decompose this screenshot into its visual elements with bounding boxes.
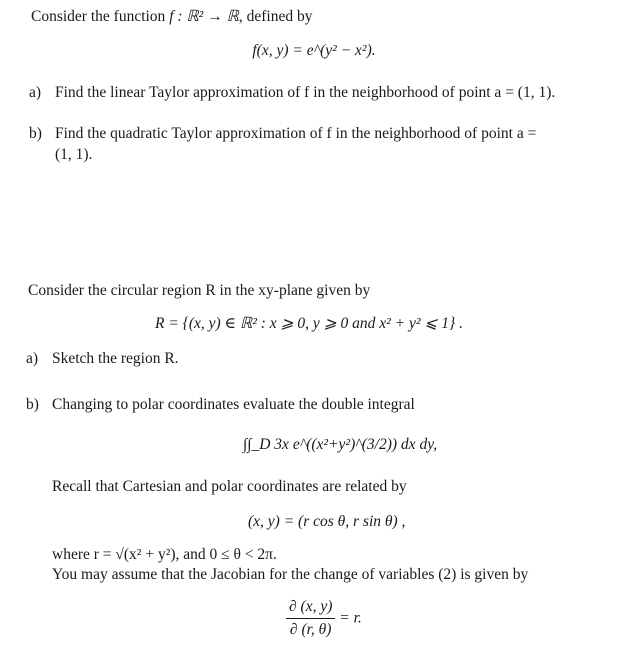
problem2-part-a: a) Sketch the region R. (26, 350, 179, 367)
jacobian-fraction (286, 598, 335, 639)
jacobian-rhs: = r. (339, 609, 362, 627)
double-integral: ∫∫_D 3x e^((x²+y²)^(3/2)) dx dy, (243, 436, 438, 453)
problem1-intro: Consider the function f : ℝ² → ℝ, defined by (31, 8, 313, 25)
function-signature: f : ℝ² → ℝ (169, 8, 239, 25)
jacobian-text: You may assume that the Jacobian for the change of variables (2) is given by (52, 566, 529, 583)
polar-relation: (x, y) = (r cos θ, r sin θ) , (248, 513, 406, 530)
problem2-intro: Consider the circular region R in the xy-plane given by (28, 282, 371, 299)
jacobian-denominator: ∂ (r, θ) (289, 621, 332, 638)
recall-text: Recall that Cartesian and polar coordinates are related by (52, 478, 407, 495)
jacobian-numerator: ∂ (x, y) (286, 598, 335, 619)
problem2-part-b: b) Changing to polar coordinates evaluate the double integral (26, 396, 415, 413)
problem1-part-a: a) Find the linear Taylor approximation of f in the neighborhood of point a = (1, 1). (29, 84, 556, 101)
problem1-part-b-line2: (1, 1). (55, 146, 93, 163)
function-formula: f(x, y) = e^(y² − x²). (252, 42, 376, 59)
region-definition: R = {(x, y) ∈ ℝ² : x ⩾ 0, y ⩾ 0 and x² + y² ⩽ 1} . (155, 315, 463, 332)
problem1-part-b: b) Find the quadratic Taylor approximation of f in the neighborhood of point a = (29, 125, 537, 142)
where-text: where r = √(x² + y²), and 0 ≤ θ < 2π. (52, 546, 277, 563)
jacobian-formula (286, 598, 362, 639)
